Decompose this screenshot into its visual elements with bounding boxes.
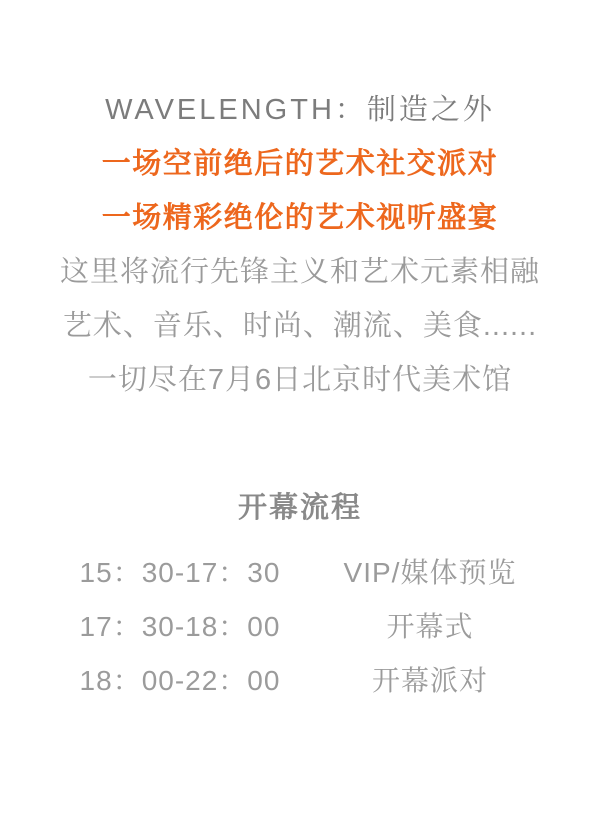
description-line-1: 这里将流行先锋主义和艺术元素相融 [59,256,540,288]
section-gap [0,407,600,481]
schedule-time: 17：30-18：00 [79,611,281,642]
schedule-heading: 开幕流程 [237,492,362,524]
schedule-time: 15：30-17：30 [79,557,281,588]
schedule-row-opening-party [50,654,550,708]
schedule-row-vip-preview [50,546,550,600]
schedule-time: 18：00-22：00 [79,665,281,696]
event-title: WAVELENGTH：制造之外 [105,94,495,126]
tagline-social-party: 一场空前绝后的艺术社交派对 [101,148,499,180]
schedule-event: 开幕式 [386,611,474,642]
schedule-row-opening-ceremony [50,600,550,654]
description-line-3: 一切尽在7月6日北京时代美术馆 [87,364,513,396]
tagline-audiovisual-feast: 一场精彩绝伦的艺术视听盛宴 [101,202,499,234]
schedule-event: VIP/媒体预览 [343,557,517,588]
description-line-2: 艺术、音乐、时尚、潮流、美食...... [62,310,538,342]
schedule-table [50,546,550,708]
schedule-event: 开幕派对 [371,665,488,696]
